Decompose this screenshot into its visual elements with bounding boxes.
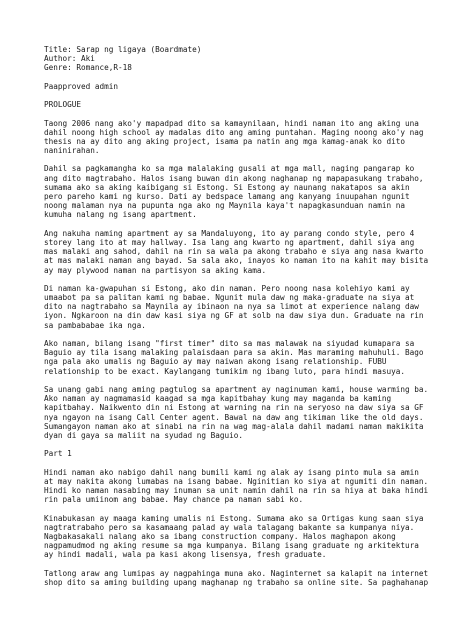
text-line: dahil noong high school ay madalas dito ang aming puntahan. Maging noong ako'y nag [44,127,424,137]
text-line: Di naman ka-gwapuhan si Estong, ako din naman. Pero noong nasa kolehiyo kami ay [44,283,410,293]
text-line: noong malaman nya na pupunta nga ako ng Maynila kaya't napagkasunduan namin na [44,201,406,211]
text-line: sa pambababae ika nga. [44,320,146,330]
story-author: Author: Aki [44,54,95,64]
text-line: at may nakita akong lumabas na isang babae. Nginitian ko siya at ngumiti din naman. [44,476,429,486]
paragraph [44,284,454,330]
paragraph [44,468,454,505]
text-line: dyan di gaya sa maliit na syudad ng Baguio. [44,430,244,440]
text-line: Baguio ay tila isang malaking palaisdaan para sa akin. Mas maraming mahuhuli. Bago [44,348,424,358]
text-line: iyon. Ngkaroon na din daw kasi siya ng GF at solb na daw siya dun. Graduate na rin [44,311,424,321]
part1-body [44,468,454,597]
paragraph [44,385,454,440]
paragraph [44,164,454,219]
text-line: Tatlong araw ang lumipas ay nagpahinga muna ako. Naginternet sa kalapit na internet [44,568,429,578]
text-line: storey lang ito at may hallway. Isa lang ang kwarto ng apartment, dahil siya ang [44,237,415,247]
paragraph [44,514,454,560]
text-line: Ako naman ay nagmamasid kaagad sa mga kapitbahay kung may maganda ba kaming [44,394,392,404]
text-line: Ang nakuha naming apartment ay sa Mandaluyong, ito ay parang condo style, pero 4 [44,228,415,238]
text-line: nga pala ako umalis ng Baguio ay may naiwan akong isang relationship. FUBU [44,357,387,367]
text-line: Kinabukasan ay maaga kaming umalis ni Estong. Sumama ako sa Ortigas kung saan siya [44,513,424,523]
text-line: mas malaki ang sahod, dahil na rin sa wala pa akong trabaho e siya ang nasa kwarto [44,247,424,257]
text-line: kumuha nalang ng isang apartment. [44,210,197,220]
text-line: Sumangayon naman ako at sinabi na rin na wag mag-alala dahil madami naman makikita [44,421,424,431]
text-line: Nagbakasakali nalang ako sa ibang construction company. Halos maghapon akong [44,531,396,541]
paragraph [44,339,454,376]
text-line: Sa unang gabi nang aming pagtulog sa apartment ay naginuman kami, house warming ba. [44,384,429,394]
text-line: ay hindi madali, wala pa kasi akong lisensya, fresh graduate. [44,550,327,560]
text-line: nya ngayon na isang Call Center agent. Bawal na daw ang tikiman like the old days. [44,412,424,422]
text-line: ay may plywood naman na partisyon sa aking kama. [44,265,267,275]
prologue-body [44,119,454,450]
story-title: Title: Sarap ng ligaya (Boardmate) [44,45,202,54]
story-header [44,45,454,73]
text-line: Hindi ko naman nasabing may inuman sa unit namin dahil na rin sa hiya at baka hindi [44,486,429,495]
text-line: Hindi naman ako nabigo dahil nang bumili kami ng alak ay isang pinto mula sa amin [44,467,419,477]
text-line: naninirahan. [44,146,100,156]
text-line: sumama ako sa aking kaibigang si Estong. Si Estong ay naunang nakatapos sa akin [44,182,410,192]
text-line: nagtratrabaho pero sa kasamaang palad ay wala talagang bakante sa kumpanya niya. [44,522,415,532]
text-line: pero pareho kami ng kurso. Dati ay bedspace lamang ang kanyang inuupahan ngunit [44,192,410,201]
text-line: Taong 2006 nang ako'y mapadpad dito sa kamaynilaan, hindi naman ito ang aking una [44,118,419,128]
text-line: thesis na ay dito ang aking project, isama pa natin ang mga kamag-anak ko dito [44,136,406,146]
text-line: kapitbahay. Naikwento din ni Estong at warning na rin na seryoso na daw siya sa GF [44,403,424,413]
text-line: Dahil sa pagkamangha ko sa mga malalaking gusali at mga mall, naging pangarap ko [44,164,415,174]
text-line: ang dito magtrabaho. Halos isang buwan din akong naghanap ng mapapasukang trabaho, [44,173,424,183]
text-line: dito na nagtrabaho sa Maynila ay ibinaon na nya sa limot at experience nalang daw [44,302,419,312]
text-line: nagpamudmod ng aking resume sa mga kumpanya. Bilang isang graduate ng arkitektura [44,541,419,551]
story-genre: Genre: Romance,R-18 [44,63,132,73]
paragraph [44,569,454,587]
text-line: rin pala umiinom ang babae. May chance pa naman sabi ko. [44,495,304,505]
text-line: shop dito sa aming building upang maghanap ng trabaho sa online site. Sa paghahanap [44,577,429,587]
paragraph [44,119,454,156]
part-heading: Part 1 [44,449,72,459]
paragraph [44,229,454,275]
text-line: at mas malaki naman ang bayad. Sa sala ako, inayos ko naman ito na kahit may bisita [44,256,429,266]
text-line: Ako naman, bilang isang "first timer" dito sa mas malawak na siyudad kumapara sa [44,339,415,348]
prologue-heading: PROLOGUE [44,100,82,110]
text-line: relationship to be exact. Kaylangang tumikim ng ibang luto, para hindi masuya. [44,366,406,376]
approval-note: Paapproved admin [44,81,119,91]
text-line: umaabot pa sa palitan kami ng babae. Ngunit mula daw ng maka-graduate na siya at [44,293,415,303]
